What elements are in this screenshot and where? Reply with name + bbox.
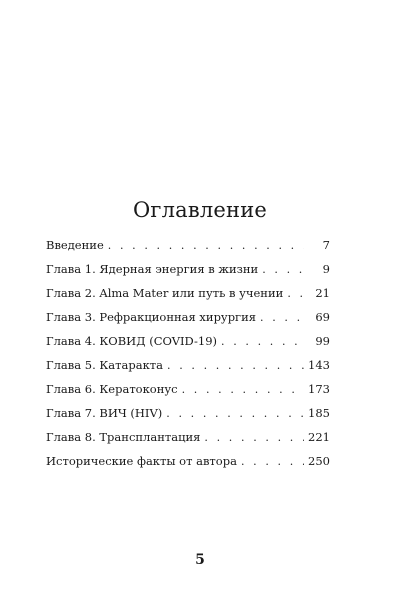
toc-dot-leader [241,450,304,474]
toc-entry-page: 221 [308,430,330,444]
toc-entry-title: Глава 1. Ядерная энергия в жизни [46,262,259,276]
toc-dot-leader [262,258,304,282]
toc-entry-page: 7 [322,238,330,252]
toc-entry-chapter-8 [46,425,330,449]
toc-entry-page: 143 [308,358,330,372]
toc-entry-page: 9 [322,262,330,276]
toc-entry-title: Глава 4. КОВИД (COVID-19) [46,334,218,348]
toc-dot-leader [182,378,304,402]
toc-entry-page: 69 [315,310,330,324]
toc-dot-leader [260,306,304,330]
toc-dot-leader [167,354,304,378]
toc-entry-chapter-6 [46,377,330,401]
toc-entry-page: 250 [308,454,330,468]
toc-entry-chapter-5 [46,353,330,377]
page-title: Оглавление [132,198,268,222]
toc-entry-chapter-3 [46,305,330,329]
toc-entry-chapter-4 [46,329,330,353]
toc-entry-chapter-7 [46,401,330,425]
toc-entry-page: 173 [308,382,330,396]
toc-dot-leader [108,234,304,258]
toc-entry-page: 21 [315,286,330,300]
toc-dot-leader [204,426,304,450]
toc-dot-leader [287,282,304,306]
table-of-contents [46,233,330,473]
toc-dot-leader [166,402,304,426]
toc-entry-title: Глава 6. Кератоконус [46,382,178,396]
toc-entry-title: Глава 3. Рефракционная хирургия [46,310,257,324]
toc-entry-title: Глава 8. Трансплантация [46,430,201,444]
toc-entry-title: Глава 7. ВИЧ (HIV) [46,406,163,420]
toc-dot-leader [221,330,304,354]
toc-entry-chapter-1 [46,257,330,281]
toc-entry-introduction [46,233,330,257]
toc-entry-page: 99 [315,334,330,348]
toc-entry-title: Глава 5. Катаракта [46,358,163,372]
toc-entry-chapter-2 [46,281,330,305]
page-number: 5 [195,552,205,568]
toc-entry-title: Введение [46,238,104,252]
toc-entry-title: Исторические факты от автора [46,454,237,468]
toc-entry-title: Глава 2. Alma Mater или путь в учении [46,286,284,300]
toc-entry-historical-facts [46,449,330,473]
toc-entry-page: 185 [308,406,330,420]
